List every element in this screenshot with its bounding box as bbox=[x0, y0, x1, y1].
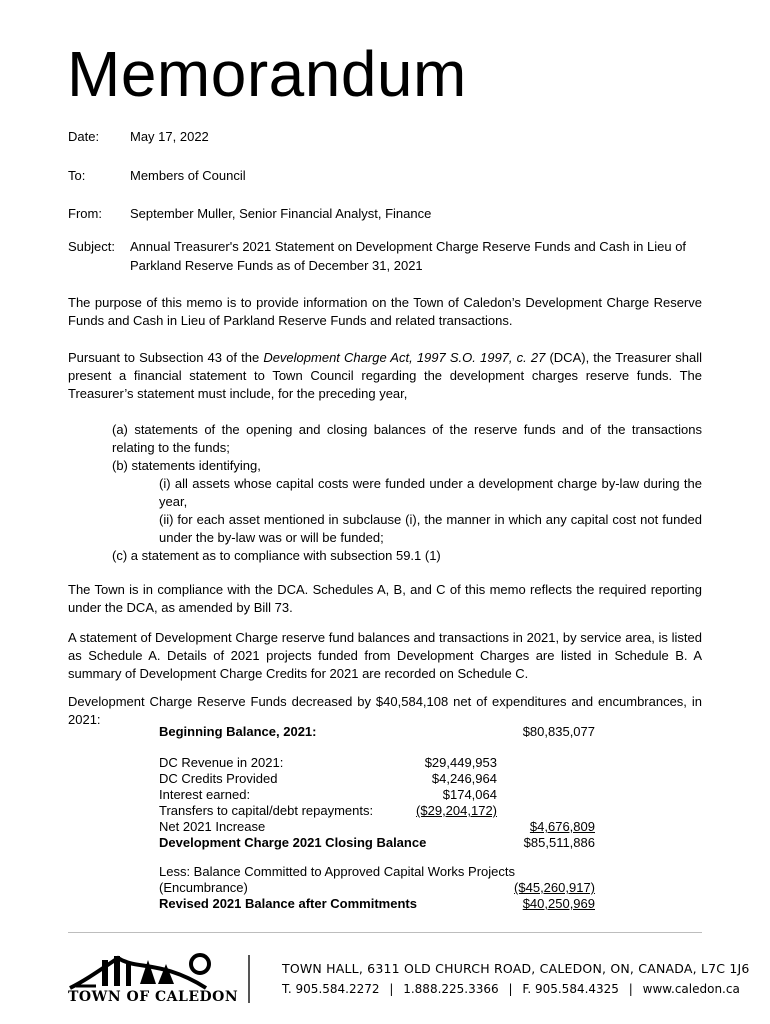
schedules-paragraph: A statement of Development Charge reserve fund balances and transactions in 2021, by service area, is listed as Schedule A. Details of 2021 projects funded from Development Charges are listed in Schedule B. A summary of Development Charge Credits for 2021 are recorded on Schedule C. bbox=[68, 630, 702, 681]
table-row bbox=[159, 724, 599, 740]
revised-label: Revised 2021 Balance after Commitments bbox=[159, 896, 417, 911]
footer-divider bbox=[68, 932, 702, 933]
revised-value: $40,250,969 bbox=[522, 896, 595, 911]
table-row bbox=[159, 787, 599, 803]
interest-label: Interest earned: bbox=[159, 787, 251, 802]
pursuant-pre: Pursuant to Subsection 43 of the bbox=[68, 350, 264, 365]
list-item-ii: (ii) for each asset mentioned in subclause (i), the manner in which any capital cost not funded under the by-law was or will be funded; bbox=[159, 512, 702, 545]
encumbrance-label: (Encumbrance) bbox=[159, 880, 248, 895]
net-value: $4,676,809 bbox=[529, 819, 595, 834]
list-item-a: (a) statements of the opening and closing balances of the reserve funds and of the transactions relating to the funds; bbox=[112, 422, 702, 455]
table-row bbox=[159, 835, 599, 851]
table-row bbox=[159, 755, 599, 771]
beginning-value: $80,835,077 bbox=[522, 724, 595, 739]
compliance-paragraph: The Town is in compliance with the DCA. Schedules A, B, and C of this memo reflects the required reporting under the DCA, as amended by Bill 73. bbox=[68, 582, 702, 615]
footer-address: TOWN HALL, 6311 OLD CHURCH ROAD, CALEDON, ON, CANADA, L7C 1J6 bbox=[282, 961, 750, 976]
transfers-label: Transfers to capital/debt repayments: bbox=[159, 803, 374, 818]
footer-phone: T. 905.584.2272 bbox=[282, 982, 380, 996]
table-row bbox=[159, 803, 599, 819]
interest-value: $174,064 bbox=[442, 787, 497, 802]
encumbrance-value: ($45,260,917) bbox=[514, 880, 595, 895]
list-item-b: (b) statements identifying, bbox=[112, 458, 261, 473]
date-value: May 17, 2022 bbox=[130, 129, 209, 144]
closing-label: Development Charge 2021 Closing Balance bbox=[159, 835, 427, 850]
list-item-i: (i) all assets whose capital costs were funded under a development charge by-law during the year, bbox=[159, 476, 702, 509]
closing-value: $85,511,886 bbox=[523, 835, 595, 850]
pursuant-post: (DCA), the Treasurer shall present a financial statement to Town Council regarding the development charges reserve funds. The Treasurer’s statement must include, for the preceding year, bbox=[68, 350, 702, 401]
revenue-value: $29,449,953 bbox=[424, 755, 497, 770]
town-logo-icon bbox=[66, 950, 216, 992]
to-label: To: bbox=[68, 168, 86, 183]
beginning-label: Beginning Balance, 2021: bbox=[159, 724, 317, 739]
list-item-c: (c) a statement as to compliance with subsection 59.1 (1) bbox=[112, 548, 441, 563]
subject-line-2: Parkland Reserve Funds as of December 31, 2021 bbox=[130, 258, 423, 273]
table-row bbox=[159, 771, 599, 787]
less-label: Less: Balance Committed to Approved Capital Works Projects bbox=[159, 864, 515, 879]
from-value: September Muller, Senior Financial Analyst, Finance bbox=[130, 206, 432, 221]
footer-fax: F. 905.584.4325 bbox=[522, 982, 619, 996]
act-citation: Development Charge Act, 1997 S.O. 1997, c. 27 bbox=[263, 350, 546, 365]
memo-title: Memorandum bbox=[67, 38, 467, 110]
credits-value: $4,246,964 bbox=[431, 771, 497, 786]
date-label: Date: bbox=[68, 129, 100, 144]
subject-label: Subject: bbox=[68, 239, 115, 254]
table-row bbox=[159, 819, 599, 835]
footer-tollfree: 1.888.225.3366 bbox=[403, 982, 499, 996]
table-row bbox=[159, 880, 599, 896]
from-label: From: bbox=[68, 206, 102, 221]
footer-vertical-divider bbox=[248, 955, 250, 1003]
requirements-list bbox=[112, 421, 702, 565]
logo-text: TOWN OF CALEDON bbox=[68, 989, 239, 1005]
decrease-paragraph: Development Charge Reserve Funds decreased by $40,584,108 net of expenditures and encumbrances, in 2021: bbox=[68, 694, 702, 727]
transfers-value: ($29,204,172) bbox=[416, 803, 497, 818]
footer-website-link[interactable]: www.caledon.ca bbox=[642, 982, 740, 996]
pursuant-paragraph bbox=[68, 349, 702, 403]
subject-line-1: Annual Treasurer's 2021 Statement on Development Charge Reserve Funds and Cash in Lieu of bbox=[130, 239, 687, 254]
table-row bbox=[159, 864, 599, 880]
to-value: Members of Council bbox=[130, 168, 246, 183]
credits-label: DC Credits Provided bbox=[159, 771, 278, 786]
footer-contacts: T. 905.584.2272 | 1.888.225.3366 | F. 905.584.4325 | www.caledon.ca bbox=[282, 982, 740, 996]
table-row bbox=[159, 896, 599, 912]
revenue-label: DC Revenue in 2021: bbox=[159, 755, 284, 770]
purpose-paragraph: The purpose of this memo is to provide information on the Town of Caledon’s Development Charge Reserve Funds and Cash in Lieu of Parkland Reserve Funds and related transactions. bbox=[68, 295, 702, 328]
net-label: Net 2021 Increase bbox=[159, 819, 266, 834]
